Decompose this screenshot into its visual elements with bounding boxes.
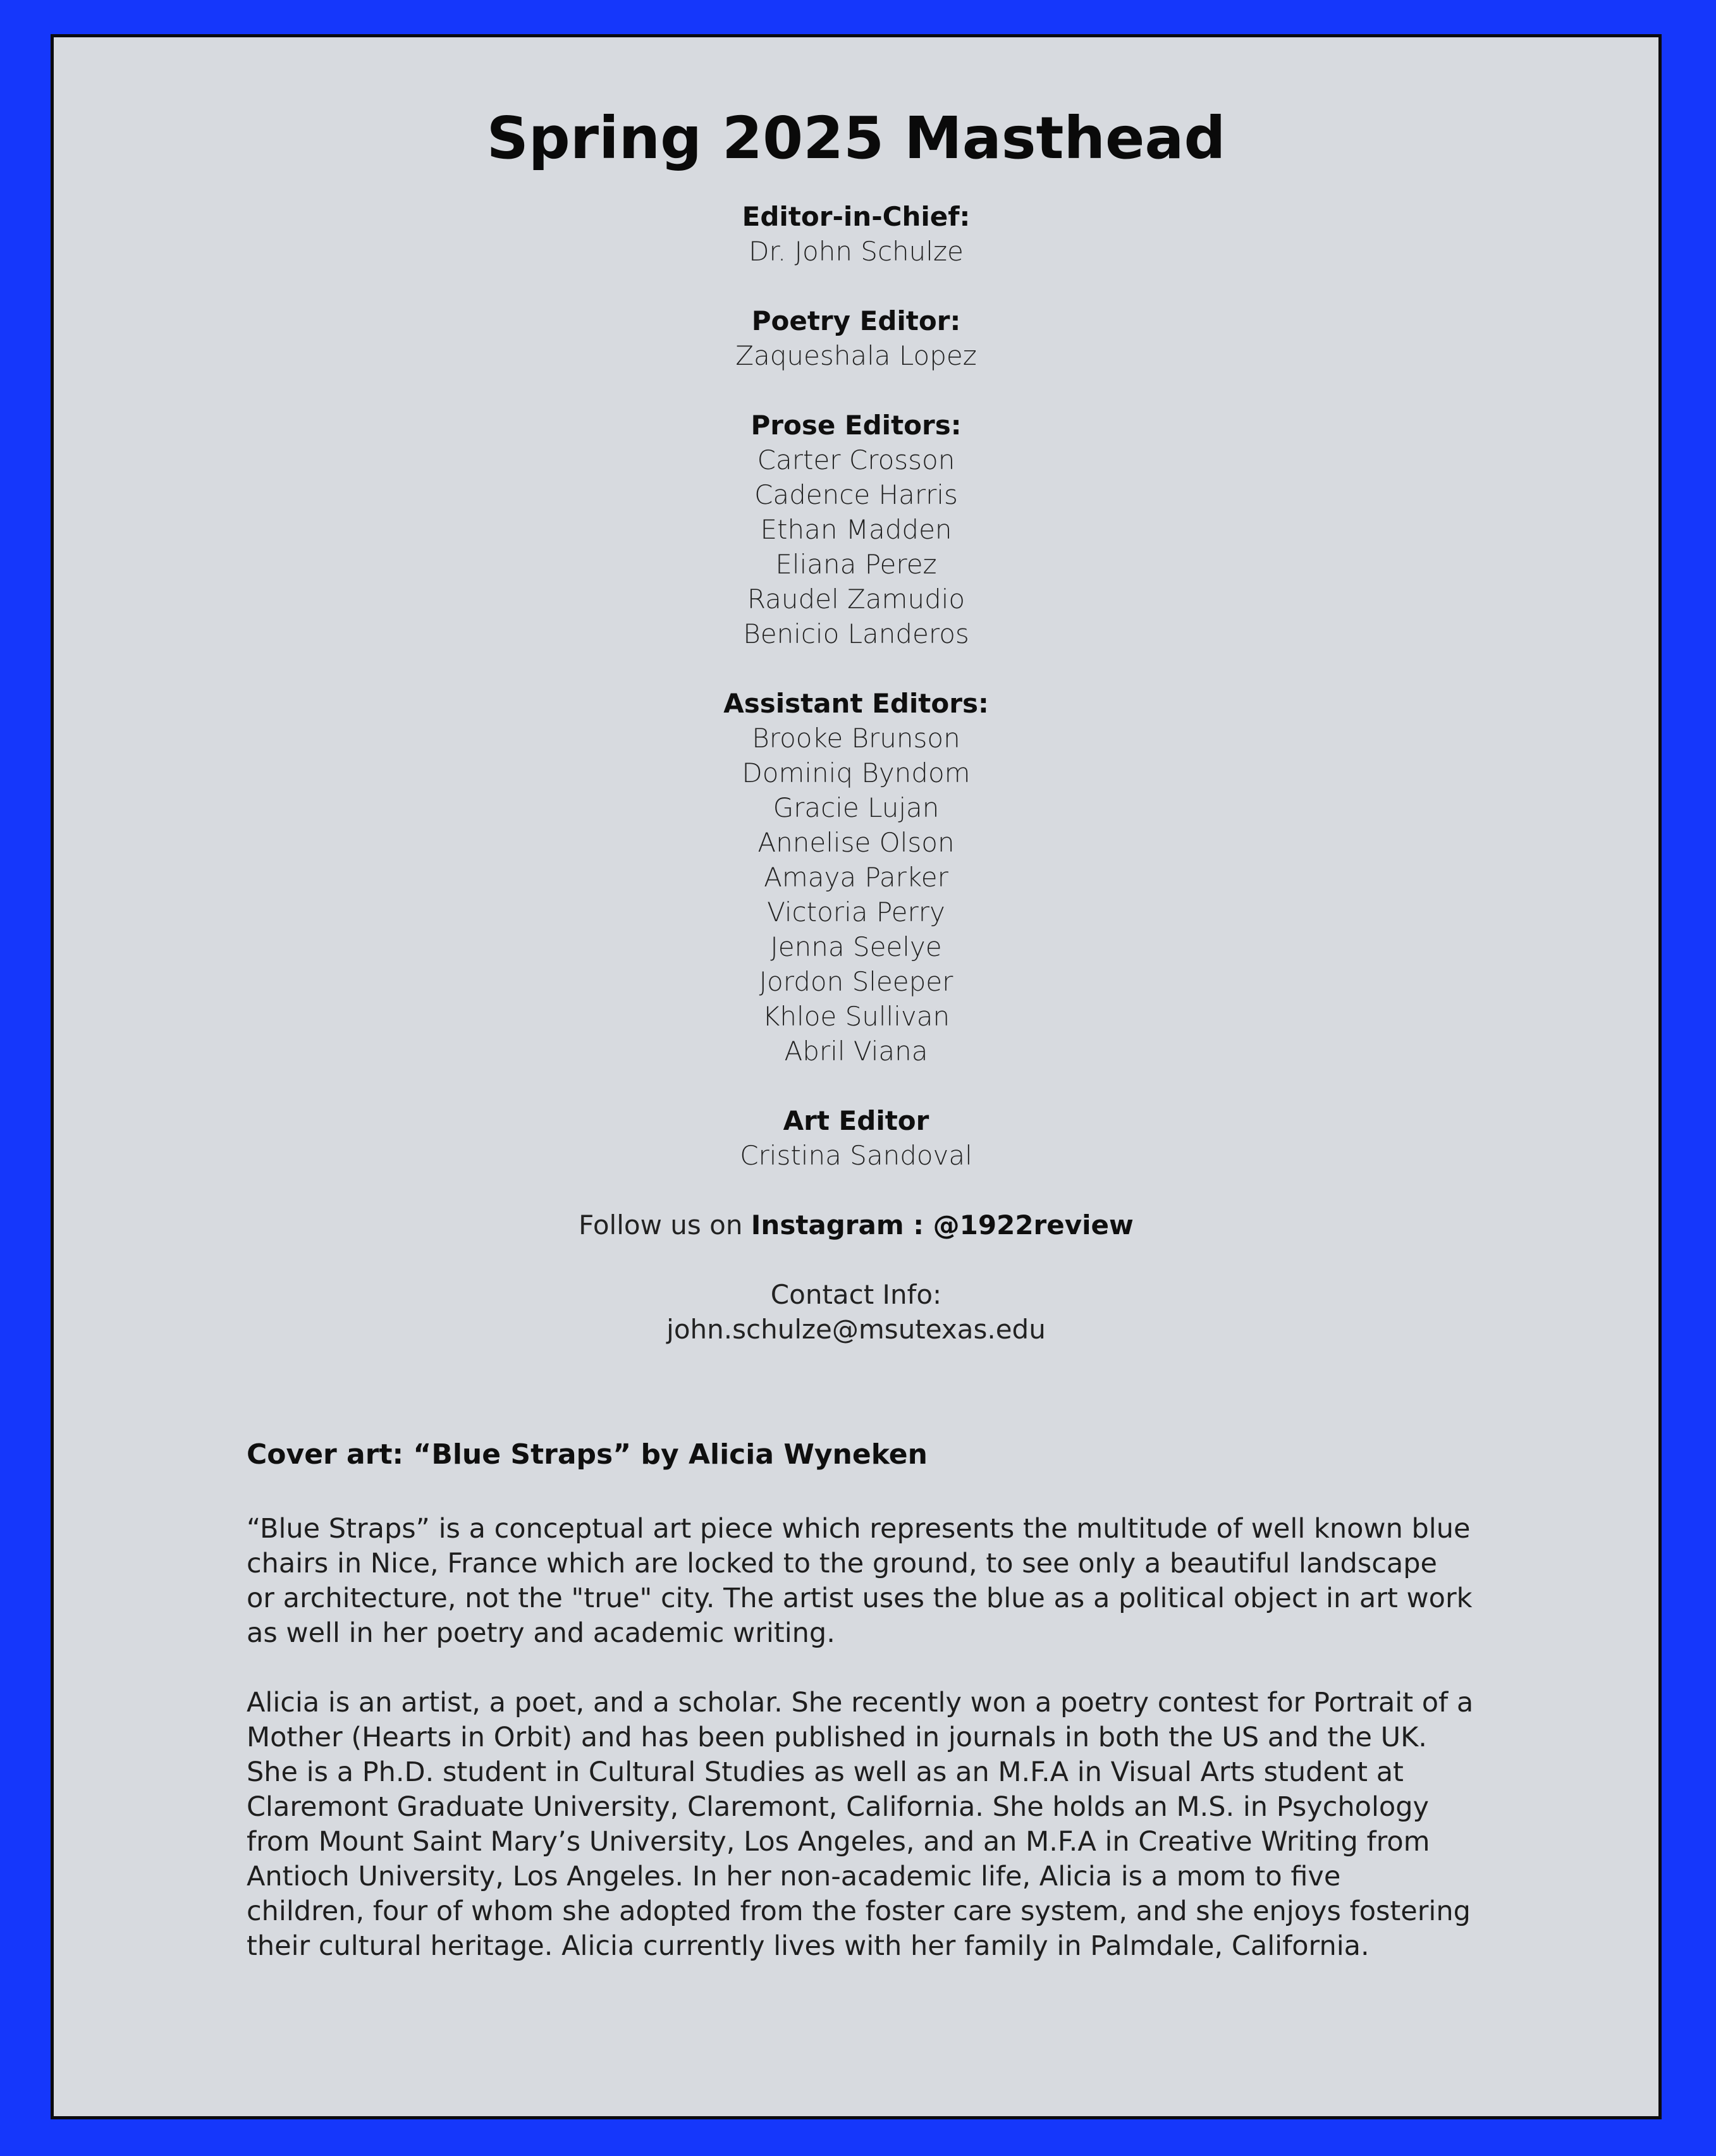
paragraph-line: from Mount Saint Mary’s University, Los Angeles, and an M.F.A in Creative Writing from [247, 1826, 1430, 1858]
staff-name: Brooke Brunson [752, 723, 960, 754]
paragraph-line: “Blue Straps” is a conceptual art piece which represents the multitude of well known blue [247, 1513, 1471, 1545]
staff-name: Jenna Seelye [770, 931, 942, 962]
instagram-handle[interactable]: Instagram : @1922review [751, 1210, 1134, 1240]
artist-bio-paragraph [247, 1686, 1505, 1964]
paragraph-line: their cultural heritage. Alicia currently lives with her family in Palmdale, California. [247, 1930, 1370, 1962]
staff-name: Ethan Madden [760, 514, 952, 545]
role-label: Art Editor [783, 1105, 929, 1136]
section-editor-in-chief [54, 199, 1658, 269]
paragraph-line: She is a Ph.D. student in Cultural Studies as well as an M.F.A in Visual Arts student at [247, 1756, 1404, 1788]
paragraph-line: Mother (Hearts in Orbit) and has been published in journals in both the US and the UK. [247, 1722, 1427, 1753]
paragraph-line: chairs in Nice, France which are locked to the ground, to see only a beautiful landscape [247, 1548, 1437, 1579]
staff-name: Zaqueshala Lopez [735, 340, 977, 371]
staff-name: Dr. John Schulze [749, 236, 964, 267]
staff-name: Khloe Sullivan [762, 1001, 950, 1032]
page-title: Spring 2025 Masthead [486, 104, 1226, 172]
cover-description-paragraph [247, 1512, 1505, 1651]
masthead-page [51, 34, 1662, 2119]
paragraph-line: children, four of whom she adopted from the foster care system, and she enjoys fostering [247, 1896, 1471, 1927]
staff-name: Jordon Sleeper [759, 966, 953, 997]
paragraph-line: as well in her poetry and academic writing. [247, 1617, 835, 1649]
staff-name: Annelise Olson [757, 827, 955, 858]
staff-name: Cadence Harris [754, 479, 958, 510]
staff-name: Benicio Landeros [743, 618, 969, 649]
social-follow [54, 1208, 1658, 1242]
paragraph-line: or architecture, not the "true" city. The artist uses the blue as a political object in art work [247, 1583, 1473, 1614]
staff-name: Gracie Lujan [773, 792, 940, 823]
staff-name: Abril Viana [784, 1036, 928, 1067]
section-poetry-editor [54, 303, 1658, 373]
contact-info [54, 1277, 1658, 1347]
staff-name: Carter Crosson [757, 444, 955, 475]
staff-name: Victoria Perry [767, 897, 945, 928]
follow-prefix: Follow us on [579, 1210, 751, 1240]
role-label: Poetry Editor: [751, 305, 961, 336]
section-prose-editors [54, 408, 1658, 651]
paragraph-line: Antioch University, Los Angeles. In her non-academic life, Alicia is a mom to five [247, 1861, 1341, 1892]
contact-email-link[interactable]: john.schulze@msutexas.edu [666, 1314, 1046, 1345]
paragraph-line: Alicia is an artist, a poet, and a scholar. She recently won a poetry contest for Portrait of a [247, 1687, 1474, 1718]
section-assistant-editors [54, 686, 1658, 1069]
staff-name: Raudel Zamudio [747, 584, 965, 615]
role-label: Editor-in-Chief: [742, 201, 971, 232]
role-label: Assistant Editors: [723, 688, 989, 719]
cover-art-section [247, 1436, 1505, 1999]
staff-name: Amaya Parker [764, 862, 948, 893]
paragraph-line: Claremont Graduate University, Claremont, California. She holds an M.S. in Psychology [247, 1791, 1429, 1823]
staff-name: Dominiq Byndom [742, 757, 971, 788]
masthead-block [54, 101, 1658, 1347]
section-art-editor [54, 1103, 1658, 1173]
staff-name: Eliana Perez [775, 549, 937, 580]
cover-art-heading: Cover art: “Blue Straps” by Alicia Wyneken [247, 1438, 928, 1471]
role-label: Prose Editors: [751, 410, 962, 441]
contact-label: Contact Info: [770, 1279, 942, 1310]
staff-name: Cristina Sandoval [740, 1140, 972, 1171]
